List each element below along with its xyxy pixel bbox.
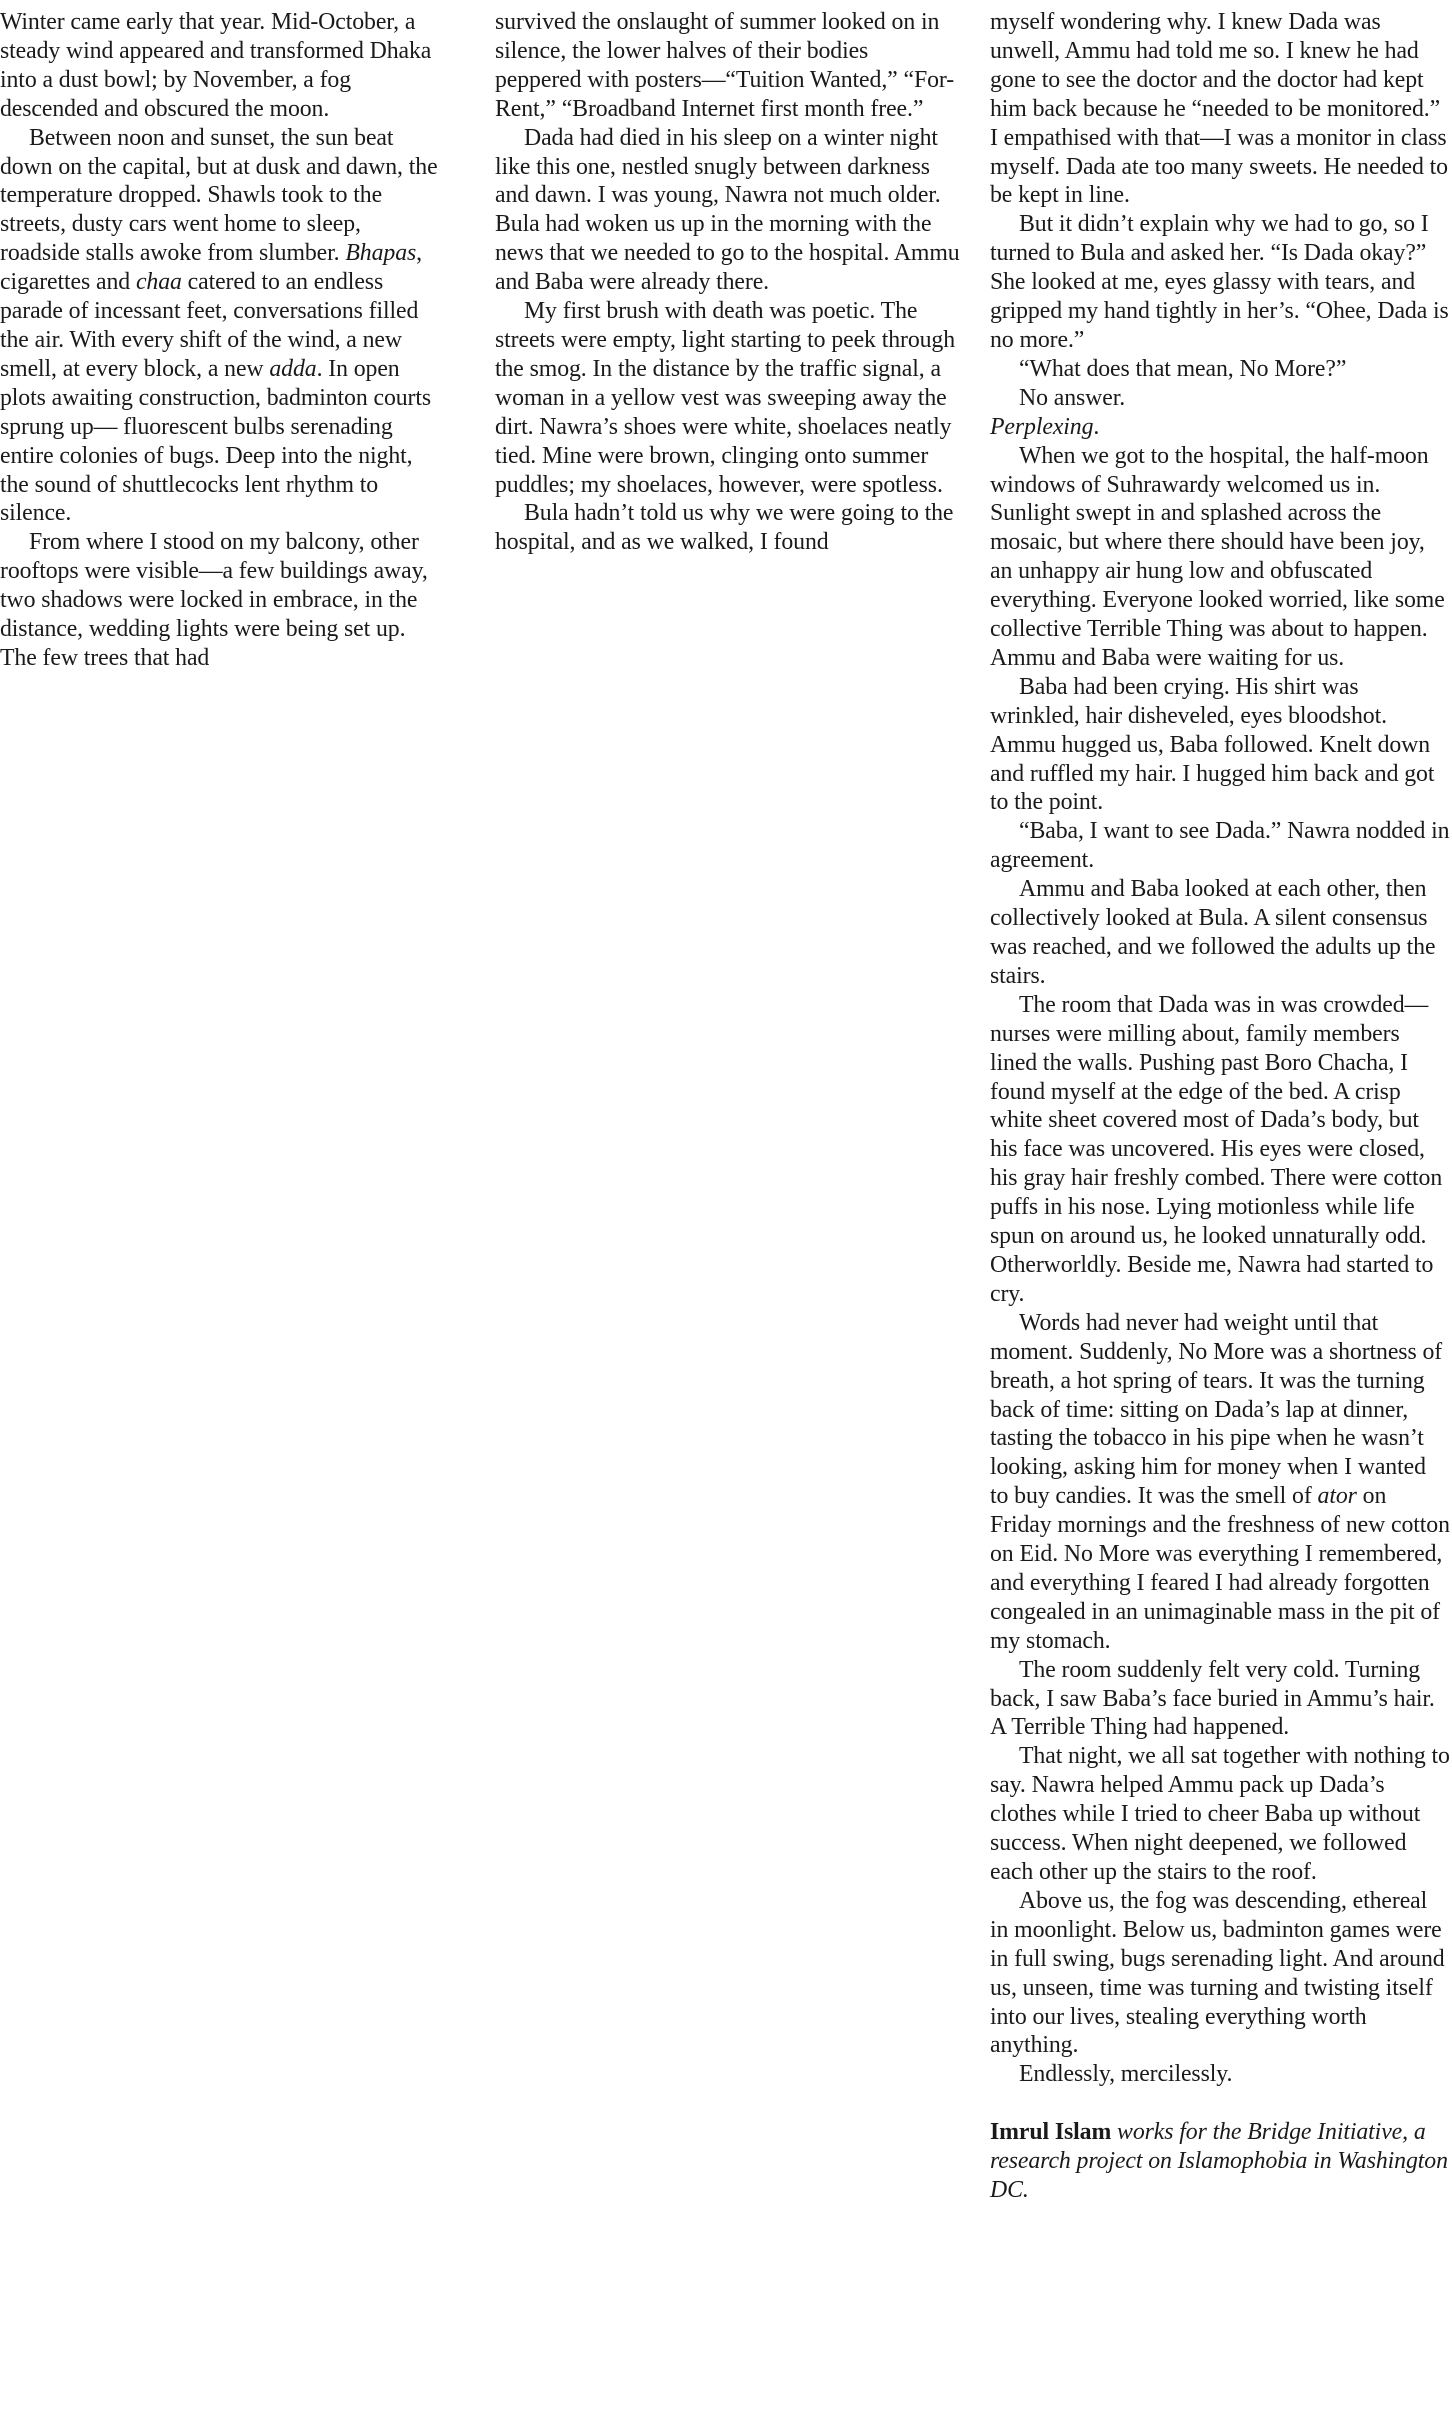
text-run: survived the onslaught of summer looked on in silence, the lower halves of their bodies peppered with posters—“Tuition Wanted,” “For- Rent,” “Broadband Internet first month free.”: [495, 9, 955, 122]
paragraph: [495, 297, 960, 499]
text-run: Words had never had weight until that moment. Suddenly, No More was a shortness of breath, a hot spring of tears. It was the turning back of time: sitting on Dada’s lap at dinner, tasting the tobacco in his pipe when he wasn’t looking, asking him for money when I wanted to buy candies. It was the smell of: [990, 1309, 1443, 1510]
author-name: Imrul Islam: [990, 2119, 1112, 2146]
paragraph: [990, 8, 1450, 210]
paragraph: [990, 384, 1450, 413]
paragraph: [990, 991, 1450, 1309]
text-run: The room that Dada was in was crowded—nurses were milling about, family members lined the walls. Pushing past Boro Chacha, I found myself at the edge of the bed. A crisp white sheet covered most of Dada’s body, but his face was uncovered. His eyes were closed, his gray hair freshly combed. There were cotton puffs in his nose. Lying motionless while life spun on around us, he looked unnaturally odd. Otherworldly. Beside me, Nawra had started to cry.: [990, 991, 1443, 1307]
italic-run: adda: [269, 355, 317, 382]
column-3: [990, 8, 1450, 2205]
column-1: [0, 8, 440, 673]
text-run: From where I stood on my balcony, other rooftops were visible—a few buildings away, two shadows were locked in embrace, in the distance, wedding lights were being set up. The few trees that had: [0, 529, 428, 671]
text-run: But it didn’t explain why we had to go, so I turned to Bula and asked her. “Is Dada okay?” She looked at me, eyes glassy with tears, and gripped my hand tightly in her’s. “Ohee, Dada is no more.”: [990, 211, 1449, 353]
text-run: When we got to the hospital, the half-moon windows of Suhrawardy welcomed us in. Sunlight swept in and splashed across the mosaic, but where there should have been joy, an unhappy air hung low and obfuscated everything. Everyone looked worried, like some collective Terrible Thing was about to happen. Ammu and Baba were waiting for us.: [990, 442, 1445, 671]
paragraph: [495, 8, 960, 124]
text-run: catered to an endless parade of incessant feet, conversations filled the air. With every shift of the wind, a new smell, at every block, a new: [0, 269, 419, 382]
paragraph: [990, 1656, 1450, 1743]
paragraph: [990, 875, 1450, 991]
author-bio: [990, 2118, 1450, 2205]
paragraph: [990, 1309, 1450, 1656]
text-run: Winter came early that year. Mid-October, a steady wind appeared and transformed Dhaka into a dust bowl; by November, a fog descended and obscured the moon.: [0, 9, 432, 122]
paragraph: [990, 817, 1450, 875]
text-run: Between noon and sunset, the sun beat down on the capital, but at dusk and dawn, the temperature dropped. Shawls took to the streets, dusty cars went home to sleep, roadside stalls awoke from slumber.: [0, 124, 438, 267]
text-run: My first brush with death was poetic. The streets were empty, light starting to peek through the smog. In the distance by the traffic signal, a woman in a yellow vest was sweeping away the dirt. Nawra’s shoes were white, shoelaces neatly tied. Mine were brown, clinging onto summer puddles; my shoelaces, however, were spotless.: [495, 298, 956, 498]
paragraph: [0, 124, 440, 529]
paragraph: [990, 673, 1450, 818]
text-run: Endlessly, mercilessly.: [1019, 2061, 1233, 2088]
text-run: Dada had died in his sleep on a winter night like this one, nestled snugly between darkness and dawn. I was young, Nawra not much older. Bula had woken us up in the morning with the news that we needed to go to the hospital. Ammu and Baba were already there.: [495, 124, 960, 296]
paragraph: [990, 210, 1450, 355]
text-run: .: [1093, 413, 1100, 440]
paragraph: [990, 442, 1450, 673]
text-run: , cigarettes and: [0, 240, 423, 296]
text-run: myself wondering why. I knew Dada was unwell, Ammu had told me so. I knew he had gone to see the doctor and the doctor had kept him back because he “needed to be monitored.” I empathised with that—I was a monitor in class myself. Dada ate too many sweets. He needed to be kept in line.: [990, 9, 1448, 209]
text-run: on Friday mornings and the freshness of new cotton on Eid. No More was everything I remembered, and everything I feared I had already forgotten congealed in an unimaginable mass in the pit of my stomach.: [990, 1483, 1450, 1654]
text-run: Bula hadn’t told us why we were going to the hospital, and as we walked, I found: [495, 500, 954, 556]
text-run: Above us, the fog was descending, ethereal in moonlight. Below us, badminton games were in full swing, bugs serenading light. And around us, unseen, time was turning and twisting itself into our lives, stealing everything worth anything.: [990, 1887, 1445, 2059]
paragraph: [0, 8, 440, 124]
text-run: Ammu and Baba looked at each other, then collectively looked at Bula. A silent consensus was reached, and we followed the adults up the stairs.: [990, 876, 1436, 989]
paragraph: [0, 528, 440, 673]
author-bio-text: works for the Bridge Initiative, a research project on Islamophobia in Washington DC.: [990, 2119, 1448, 2203]
text-run: . In open plots awaiting construction, badminton courts sprung up— fluorescent bulbs serenading entire colonies of bugs. Deep into the night, the sound of shuttlecocks lent rhythm to silence.: [0, 355, 432, 527]
text-run: The room suddenly felt very cold. Turning back, I saw Baba’s face buried in Ammu’s hair. A Terrible Thing had happened.: [990, 1656, 1435, 1741]
paragraph: [990, 1887, 1450, 2060]
italic-run: ator: [1317, 1483, 1357, 1510]
text-run: Baba had been crying. His shirt was wrinkled, hair disheveled, eyes bloodshot. Ammu hugged us, Baba followed. Knelt down and ruffled my hair. I hugged him back and got to the point.: [990, 673, 1435, 816]
paragraph: [990, 1742, 1450, 1887]
paragraph: [495, 499, 960, 557]
text-run: That night, we all sat together with nothing to say. Nawra helped Ammu pack up Dada’s clothes while I tried to cheer Baba up without success. When night deepened, we followed each other up the stairs to the roof.: [990, 1743, 1450, 1885]
paragraph: [495, 124, 960, 297]
italic-run: Perplexing: [990, 413, 1094, 440]
text-run: “What does that mean, No More?”: [1019, 355, 1347, 382]
text-run: No answer.: [1019, 384, 1126, 411]
paragraph: [990, 355, 1450, 384]
paragraph: [990, 413, 1450, 442]
column-2: [495, 8, 960, 557]
italic-run: chaa: [135, 269, 182, 296]
text-run: “Baba, I want to see Dada.” Nawra nodded in agreement.: [990, 818, 1450, 874]
italic-run: Bhapas: [345, 240, 417, 267]
paragraph: [990, 2060, 1450, 2089]
